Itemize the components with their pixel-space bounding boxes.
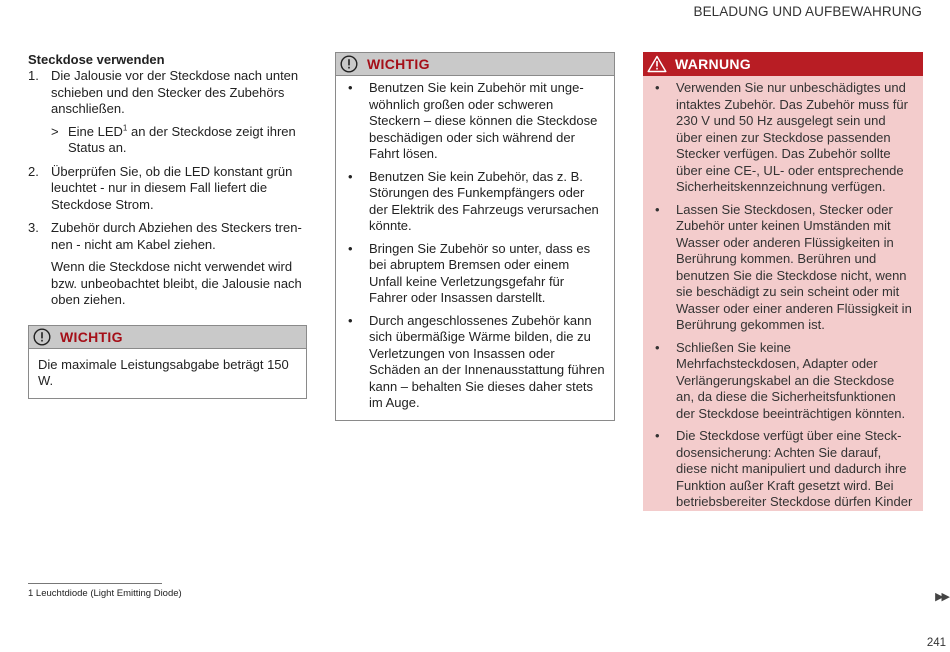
footnote-marker: 1 — [28, 588, 34, 599]
warning-body — [643, 76, 923, 511]
bullet-dot-icon: • — [348, 312, 353, 328]
exclamation-circle-icon — [33, 328, 51, 346]
step-3 — [28, 220, 307, 309]
step-number: 1. — [28, 68, 39, 83]
step-2 — [28, 164, 307, 214]
column-warning — [643, 52, 923, 511]
step-text: Die Jalousie vor der Steckdose nach unten schieben und den Stecker des Zubehörs anschließen. — [51, 68, 299, 116]
important-box-accessories — [335, 52, 615, 421]
important-title: WICHTIG — [60, 328, 123, 345]
step-note: Wenn die Steckdose nicht verwendet wird bzw. unbeobachtet bleibt, die Jalousie nach oben ziehen. — [51, 259, 302, 307]
bullet-text: Benutzen Sie kein Zubehör mit ungewöhnlich großen oder schweren Steckern – diese können die Steckdose beschädigen oder sich während der Fahrt lösen. — [369, 80, 598, 161]
next-page-arrow-icon[interactable]: ▶▶ — [935, 591, 948, 603]
bullet-text: Lassen Sie Steckdosen, Stecker oder Zubehör unter keinen Umständen mit Wasser oder anderen Flüssigkeiten in Berührung kommen. Berühren und benutzen Sie die Steckdose nicht, wenn sie beschädigt zu sein scheint oder mit Wasser oder einer anderen Flüssigkeit in Berührung gekommen ist. — [676, 201, 912, 332]
bullet-dot-icon: • — [655, 428, 660, 443]
bullet-item — [345, 313, 605, 412]
footnote-divider — [28, 583, 162, 584]
warning-box-header — [643, 52, 923, 76]
step-1 — [28, 68, 307, 157]
important-box-power — [28, 325, 307, 399]
important-box-header — [336, 53, 614, 76]
step-number: 3. — [28, 220, 39, 235]
warning-box — [643, 52, 923, 511]
bullet-item — [345, 169, 605, 235]
bullet-dot-icon: • — [655, 201, 660, 217]
footnote — [28, 588, 182, 599]
important-body — [336, 76, 614, 420]
important-text: Die maximale Leistungsabgabe beträgt 150 W. — [38, 356, 289, 388]
step-number: 2. — [28, 163, 39, 179]
warning-bullets — [652, 80, 914, 511]
column-usage-instructions — [28, 52, 307, 399]
warning-title: WARNUNG — [675, 56, 751, 72]
important-bullets — [345, 80, 605, 412]
bullet-dot-icon: • — [348, 240, 353, 256]
exclamation-circle-icon — [340, 55, 358, 73]
footnote-reference: 1 — [122, 123, 128, 133]
bullet-dot-icon: • — [348, 168, 353, 184]
page-number: 241 — [926, 637, 946, 649]
bullet-item — [652, 340, 914, 423]
important-box-header — [29, 326, 306, 349]
page-header: BELADUNG UND AUFBEWAHRUNG — [693, 4, 922, 19]
bullet-text: Benutzen Sie kein Zubehör, das z. B. Störungen des Funkempfängers oder der Elektrik des Fahrzeugs verursachen könnte. — [369, 168, 599, 233]
bullet-item — [345, 241, 605, 307]
bullet-text: Durch angeschlossenes Zubehör kann sich übermäßige Wärme bilden, die zu Verletzungen von Insassen oder Schäden an der Innenausstattung führen kann – behalten Sie dieses daher stets im Auge. — [369, 312, 605, 410]
bullet-text: Verwenden Sie nur unbeschädigtes und intaktes Zubehör. Das Zubehör muss für 230 V und 50 Hz ausgelegt sein und über einen zur Steckdose passenden Stecker verfügen. Das Zubehör sollte über eine CE-, UL- oder entsprechende Sicherheitskennzeichnung verfügen. — [676, 80, 908, 194]
bullet-item — [652, 428, 914, 511]
bullet-item — [345, 80, 605, 163]
bullet-dot-icon: • — [348, 80, 353, 95]
result-text: Eine LED — [68, 123, 123, 139]
bullet-text: Bringen Sie Zubehör so unter, dass es bei abruptem Bremsen oder einem Unfall keine Verletzungsgefahr für Fahrer oder Insassen darstellt. — [369, 240, 591, 305]
step-text: Überprüfen Sie, ob die LED konstant grün leuchtet - nur in diesem Fall liefert die Steckdose Strom. — [51, 163, 293, 212]
bullet-text: Die Steckdose verfügt über eine Steckdosensicherung: Achten Sie darauf, diese nicht manipuliert und dadurch ihre Funktion außer Kraft gesetzt wird. Bei betriebsbereiter Steckdose dürfen Kinder — [676, 428, 913, 509]
important-title: WICHTIG — [367, 56, 430, 72]
result-text-cont: an der Steckdose zeigt ihren Status an. — [68, 123, 296, 155]
section-title: Steckdose verwenden — [28, 52, 165, 67]
result-arrow-icon: > — [51, 123, 59, 139]
bullet-item — [652, 202, 914, 334]
bullet-dot-icon: • — [655, 80, 660, 95]
step-result — [51, 124, 307, 157]
footnote-text: Leuchtdiode (Light Emitting Diode) — [33, 588, 182, 599]
column-important — [335, 52, 615, 421]
bullet-text: Schließen Sie keine Mehrfachsteckdosen, Adapter oder Verlängerungskabel an die Steckdose an, da diese die Sicherheitsfunktionen der Steckdose beeinträchtigen könnten. — [676, 339, 906, 421]
warning-triangle-icon — [647, 55, 667, 73]
bullet-dot-icon: • — [655, 339, 660, 355]
steps-list — [28, 68, 307, 309]
bullet-item — [652, 80, 914, 196]
step-text: Zubehör durch Abziehen des Steckers trennen - nicht am Kabel ziehen. — [51, 220, 302, 252]
